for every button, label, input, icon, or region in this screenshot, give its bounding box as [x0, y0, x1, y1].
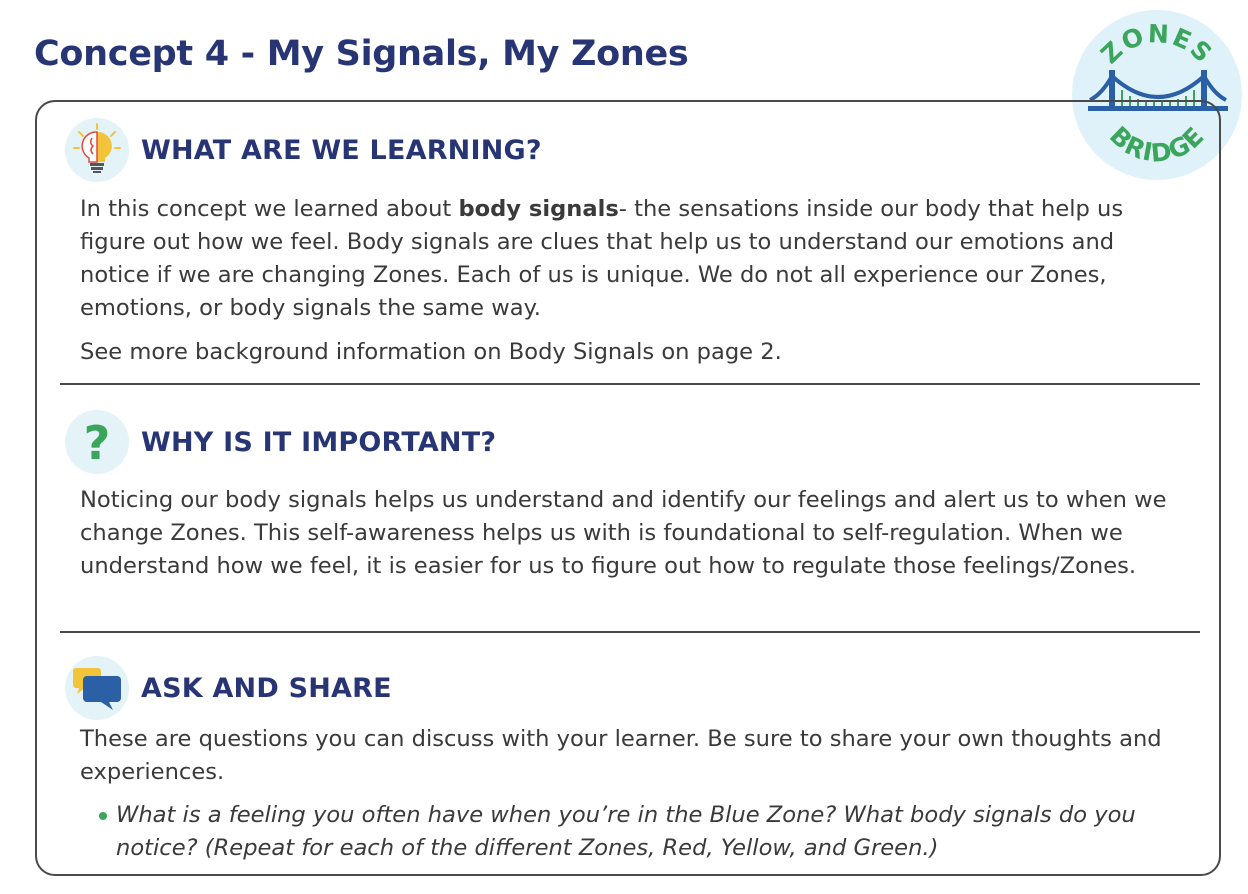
page-title: Concept 4 - My Signals, My Zones [34, 34, 689, 74]
speech-bubbles-icon [65, 656, 129, 720]
divider [60, 383, 1200, 385]
bullet-dot-icon [99, 812, 107, 820]
logo-bottom-text: BRIDGE [1103, 120, 1211, 168]
section-title: WHAT ARE WE LEARNING? [141, 134, 542, 166]
section-header [65, 656, 392, 720]
section-header [65, 118, 542, 182]
section-paragraph-reference: See more background information on Body Signals on page 2. [80, 339, 782, 365]
lightbulb-brain-icon [65, 118, 129, 182]
section-title: ASK AND SHARE [141, 672, 392, 704]
info-card [35, 100, 1221, 876]
section-header [65, 410, 496, 474]
text-run: In this concept we learned about [80, 196, 459, 222]
list-item [99, 799, 1196, 865]
section-paragraph: These are questions you can discuss with your learner. Be sure to share your own thoughts and experiences. [80, 726, 1162, 785]
section-paragraph [80, 193, 1190, 325]
logo-top-text: ZONES [1095, 19, 1219, 70]
bold-term: body signals [458, 196, 619, 222]
section-title: WHY IS IT IMPORTANT? [141, 426, 497, 458]
list-item-text: What is a feeling you often have when you’re in the Blue Zone? What body signals do you notice? (Repeat for each of the different Zones, Red, Yellow, and Green.) [116, 802, 1136, 861]
text-run: - the sensations inside our body that help us figure out how we feel. Body signals are clues that help us to understand our emotions and notice if we are changing Zones. Each of us is unique. We do not all experience our Zones, emotions, or body signals the same way. [80, 196, 1124, 321]
section-paragraph: Noticing our body signals helps us understand and identify our feelings and alert us to when we change Zones. This self-awareness helps us with is foundational to self-regulation. When we understand how we feel, it is easier for us to figure out how to regulate those feelings/Zones. [80, 487, 1167, 579]
svg-text:?: ? [83, 416, 111, 470]
question-mark-icon [65, 410, 129, 474]
divider [60, 631, 1200, 633]
